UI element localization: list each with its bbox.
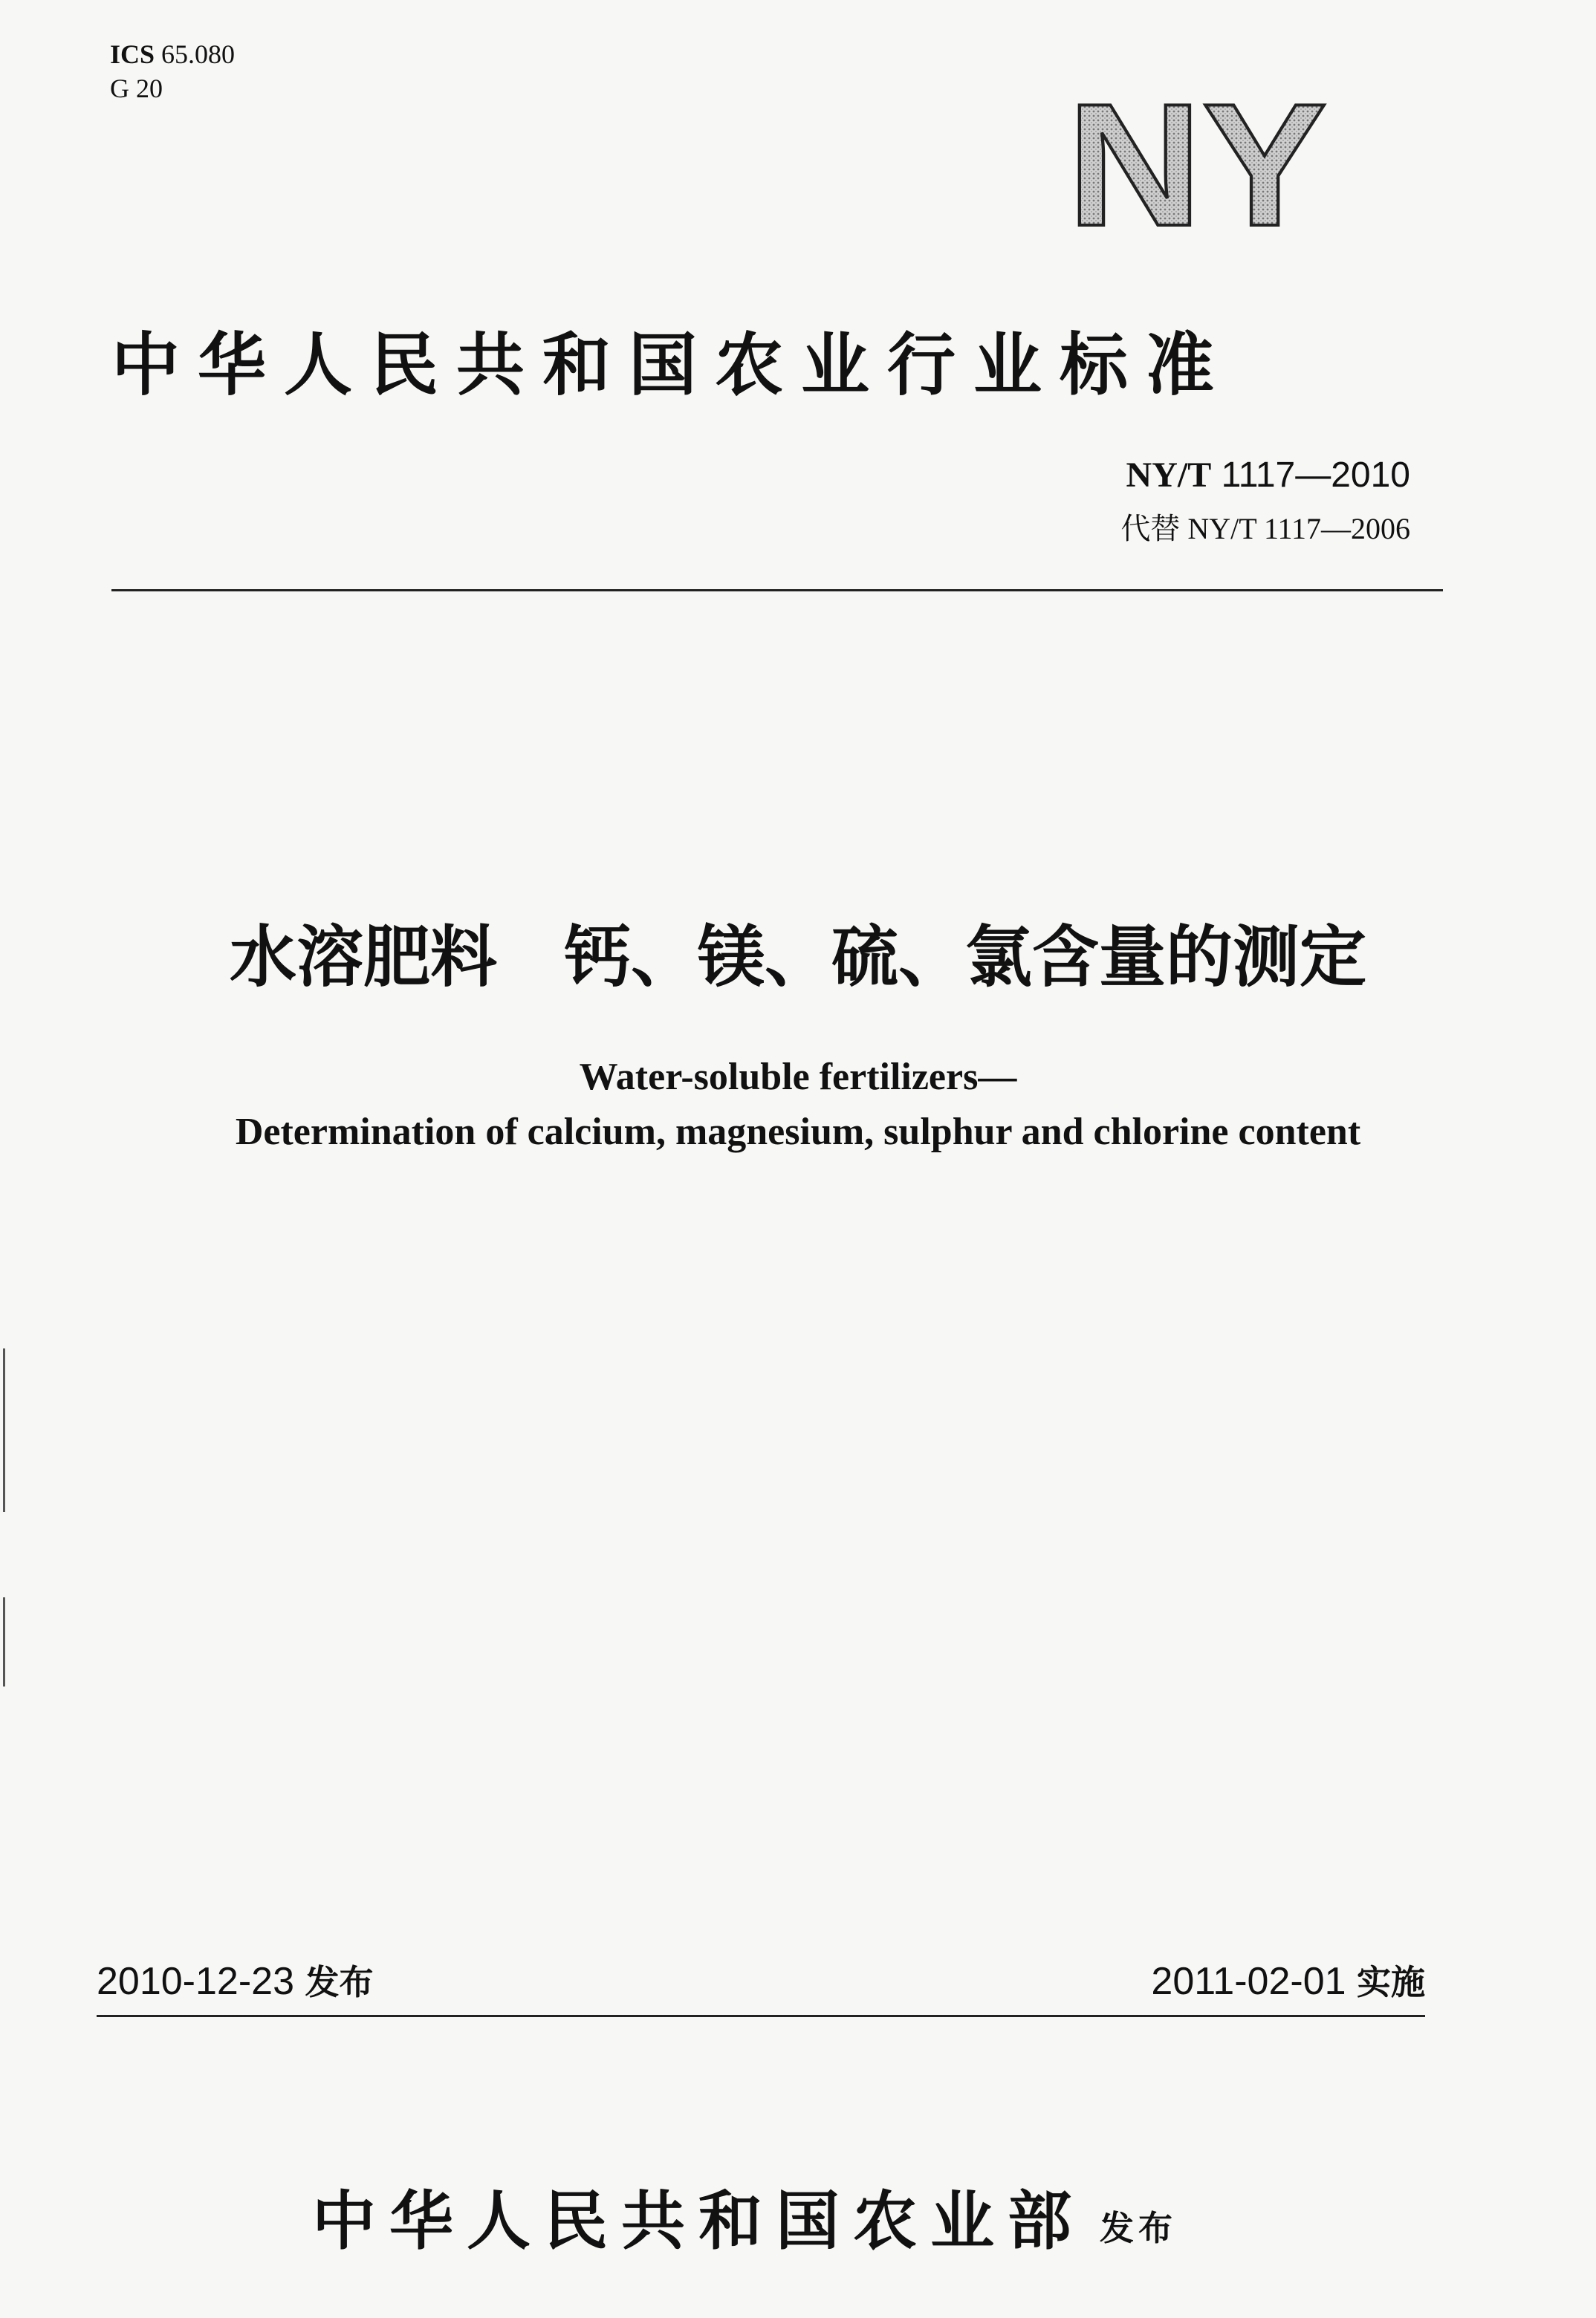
ics-code [110, 37, 235, 71]
scan-edge-mark [3, 1348, 5, 1512]
ics-value: 65.080 [161, 39, 236, 69]
footer-divider [97, 2015, 1425, 2017]
standard-code [1126, 455, 1410, 496]
implement-date: 2011-02-01 [1151, 1960, 1346, 2003]
implement-date-block [1151, 1955, 1425, 2004]
issue-label: 发布 [305, 1962, 374, 2002]
implement-label: 实施 [1357, 1962, 1425, 2002]
issuer-name: 中华人民共和国农业部 [312, 2184, 1085, 2259]
document-title-en-line2: Determination of calcium, magnesium, sulphur and chlorine content [235, 1111, 1361, 1153]
classification-codes [110, 37, 235, 105]
issue-date: 2010-12-23 [97, 1960, 294, 2003]
header-divider [111, 589, 1443, 591]
document-title-en-line1: Water-soluble fertilizers— [579, 1056, 1017, 1098]
issue-date-block [97, 1955, 373, 2004]
ics-label: ICS [110, 39, 155, 69]
scan-edge-mark [3, 1597, 5, 1686]
ny-logo [1061, 88, 1336, 236]
document-title-zh: 水溶肥料 钙、镁、硫、氯含量的测定 [230, 918, 1366, 996]
ccs-code: G 20 [110, 74, 163, 103]
replaces-standard: 代替 NY/T 1117—2006 [1120, 512, 1410, 545]
standard-code-number: 1117—2010 [1221, 455, 1410, 495]
standard-title: 中华人民共和国农业行业标准 [111, 325, 1233, 405]
issuer-suffix: 发布 [1100, 2207, 1177, 2248]
standard-code-prefix: NY/T [1126, 455, 1212, 495]
issuer [312, 2169, 1177, 2262]
logo-text: NY [1067, 88, 1327, 236]
